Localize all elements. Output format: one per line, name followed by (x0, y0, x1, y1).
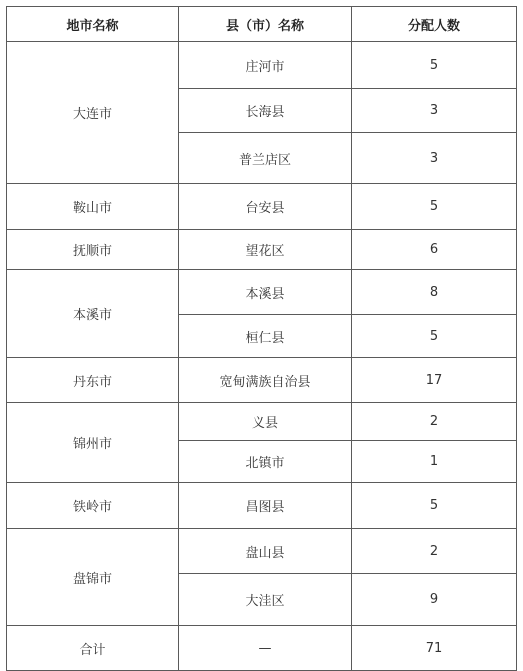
county-cell: 台安县 (179, 184, 352, 230)
city-cell: 抚顺市 (7, 230, 179, 270)
header-count: 分配人数 (352, 7, 517, 42)
county-cell: 宽甸满族自治县 (179, 358, 352, 403)
city-cell: 铁岭市 (7, 483, 179, 529)
allocation-table (6, 6, 517, 671)
county-cell: 桓仁县 (179, 315, 352, 358)
count-cell: 5 (352, 184, 517, 230)
table-row (7, 184, 517, 230)
county-cell: 昌图县 (179, 483, 352, 529)
table-header-row (7, 7, 517, 42)
count-cell: 3 (352, 89, 517, 133)
count-cell: 2 (352, 529, 517, 574)
table-row (7, 42, 517, 89)
count-cell: 9 (352, 574, 517, 626)
city-cell: 锦州市 (7, 403, 179, 483)
county-cell: 庄河市 (179, 42, 352, 89)
count-cell: 6 (352, 230, 517, 270)
county-cell: 本溪县 (179, 270, 352, 315)
table-row (7, 270, 517, 315)
county-cell: 长海县 (179, 89, 352, 133)
count-cell: 3 (352, 133, 517, 184)
table-row (7, 230, 517, 270)
count-cell: 17 (352, 358, 517, 403)
count-cell: 5 (352, 483, 517, 529)
total-county-cell: — (179, 626, 352, 671)
table-body (7, 7, 517, 671)
count-cell: 2 (352, 403, 517, 441)
count-cell: 1 (352, 441, 517, 483)
city-cell: 鞍山市 (7, 184, 179, 230)
table-row (7, 358, 517, 403)
total-count-cell: 71 (352, 626, 517, 671)
table-row (7, 403, 517, 441)
table-row (7, 529, 517, 574)
header-city: 地市名称 (7, 7, 179, 42)
city-cell: 盘锦市 (7, 529, 179, 626)
county-cell: 望花区 (179, 230, 352, 270)
table-row (7, 483, 517, 529)
total-row (7, 626, 517, 671)
county-cell: 义县 (179, 403, 352, 441)
city-cell: 丹东市 (7, 358, 179, 403)
total-label-cell: 合计 (7, 626, 179, 671)
county-cell: 大洼区 (179, 574, 352, 626)
county-cell: 北镇市 (179, 441, 352, 483)
county-cell: 盘山县 (179, 529, 352, 574)
count-cell: 5 (352, 42, 517, 89)
county-cell: 普兰店区 (179, 133, 352, 184)
header-county: 县（市）名称 (179, 7, 352, 42)
count-cell: 8 (352, 270, 517, 315)
city-cell: 本溪市 (7, 270, 179, 358)
city-cell: 大连市 (7, 42, 179, 184)
count-cell: 5 (352, 315, 517, 358)
